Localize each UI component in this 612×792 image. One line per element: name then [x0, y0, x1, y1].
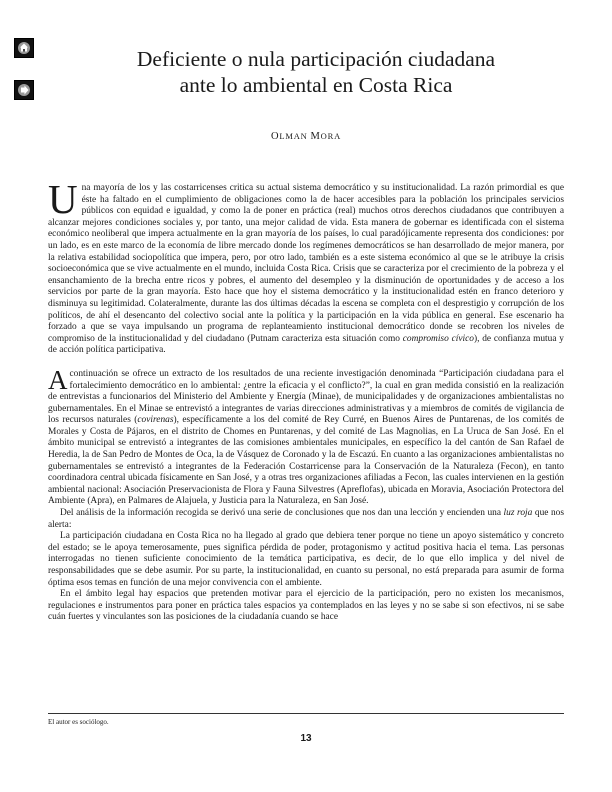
footnote: El autor es sociólogo. [48, 718, 109, 726]
paragraph-1: Una mayoría de los y las costarricenses critica su actual sistema democrático y su institucionalidad. La razón primordial es que éste ha faltado en el cumplimiento de obligaciones como la de hacer accesibles para la población los principales servicios públicos con equidad e igualdad, y como la de poner en práctica (real) muchos otros derechos ciudadanos que contribuyen a alcanzar mejores condiciones sociales y, por tanto, una mejor calidad de vida. Esta manera de gobernar es identificada con el sistema económico neoliberal que impera actualmente en la gran mayoría de los países, lo cual paradójicamente representa dos condiciones: por un lado, es en este marco de la economía de libre mercado donde los regímenes democráticos se han desarrollado de mejor manera, por la relativa estabilidad sociopolítica que impera, pero, por otro lado, también es a este sistema económico al que se le atribuye la crisis socioeconómica que se vive actualmente en el mundo, incluida Costa Rica. Crisis que se caracteriza por el crecimiento de la pobreza y el ensanchamiento de la brecha entre ricos y pobres, el aumento del desempleo y la disminución de oportunidades y de acceso a los servicios por parte de la gran mayoría. Esto hace que hoy el sistema democrático y la institucionalidad estén en franco deterioro y disminuya su legitimidad. Colateralmente, durante las dos últimas décadas la escena se completa con el desprestigio y corrupción de los políticos, de ahí el desencanto del colectivo social ante la política y la participación en la vida pública en general. Ese escenario ha forzado a que se vaya impulsando un programa de replanteamiento institucional democrático donde se recobren los niveles de compromiso de la institucionalidad y del ciudadano (Putnam caracteriza esta situación como compromiso cívico), de confianza mutua y de acción política participativa. [48, 176, 564, 356]
drop-cap: A [48, 364, 68, 395]
title-line-1: Deficiente o nula participación ciudadana [136, 47, 496, 71]
home-nav-button[interactable] [14, 38, 34, 58]
footnote-divider [48, 713, 564, 714]
home-icon [17, 41, 31, 55]
paragraph-3: Del análisis de la información recogida se derivó una serie de conclusiones que nos dan una lección y encienden una luz roja que nos alerta: [48, 508, 564, 530]
next-page-icon [17, 83, 31, 97]
article-body [48, 176, 565, 624]
paragraph-5: En el ámbito legal hay espacios que pretenden motivar para el ejercicio de la participación, pero no existen los mecanismos, regulaciones e instrumentos para poner en práctica tales espacios ya contemplados en las leyes y no se sabe si son efectivos, ni se sabe cuán fuertes y vinculantes son las posiciones de la ciudadanía cuando se hace [48, 589, 564, 623]
drop-cap: U [48, 176, 78, 222]
next-page-nav-button[interactable] [14, 80, 34, 100]
article-title [60, 46, 572, 98]
title-line-2: ante lo ambiental en Costa Rica [179, 73, 453, 97]
page-number: 13 [300, 733, 312, 744]
paragraph-2: A continuación se ofrece un extracto de los resultados de una reciente investigación denominada “Participación ciudadana para el fortalecimiento democrático en lo ambiental: ¿entre la eficacia y el conflicto?”, la cual en gran medida consistió en la realización de entrevistas a funcionarios del Ministerio del Ambiente y Energía (Minae), de municipalidades y de organizaciones ambientalistas no gubernamentales. En el Minae se entrevistó a integrantes de varias direcciones administrativas y a miembros de comités de vigilancia de los recursos naturales (covirenas), específicamente a los del comité de Rey Curré, en Buenos Aires de Puntarenas, de los comités de Morales y Costa de Pájaros, en el distrito de Chomes en Puntarenas, y del comité de Las Magnolias, en La Uruca de San José. En el ámbito municipal se entrevistó a integrantes de las comisiones ambientales municipales, en específico la del cantón de San Rafael de Heredia, la de San Pedro de Montes de Oca, la de Vásquez de Coronado y la de Escazú. En cuanto a las organizaciones ambientalistas no gubernamentales se entrevistó a integrantes de la Federación Costarricense para la Conservación de la Naturaleza (Fecon), en tanto coordinadora central ubicada físicamente en San José, y a otras tres organizaciones afiliadas a Fecon, las cuales intervienen en la gestión ambiental nacional: Asociación Preservacionista de Flora y Fauna Silvestres (Apreflofas), ubicada en Moravia, Asociación Protectora del Ambiente (Apra), en Palmares de Alajuela, y Justicia para la Naturaleza, en San José. [48, 364, 565, 507]
author-byline: OLMAN MORA [270, 131, 342, 142]
paragraph-4: La participación ciudadana en Costa Rica no ha llegado al grado que debiera tener porque no tiene un apoyo sistemático y concreto del estado; se le apoya temerosamente, pues significa pérdida de poder, protagonismo y actitud positiva hacia el tema. Las personas interrogadas no tienen suficiente conocimiento de la temática participativa, es decir, de lo que ello implica y del nivel de responsabilidades que se debe asumir. Por su parte, la institucionalidad, en cuanto su personal, no está preparada para asumir de forma óptima esos temas en función de una mejor convivencia con el ambiente. [48, 531, 564, 588]
